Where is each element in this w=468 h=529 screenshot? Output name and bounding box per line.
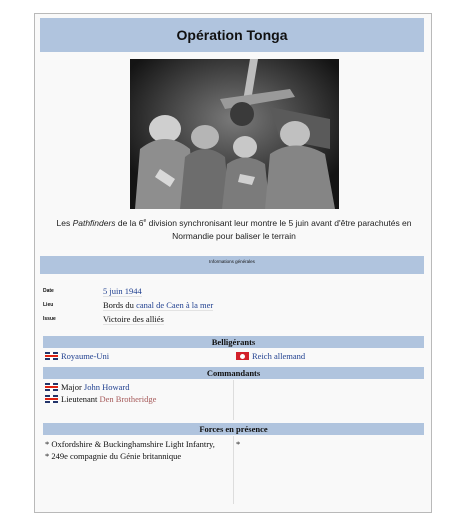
commander-rank: Major [61,382,82,392]
caption-italic: Pathfinders [72,217,116,228]
photo-caption [43,215,425,243]
commander-item [45,393,156,405]
column-divider [233,436,234,504]
royaume-uni-link[interactable]: Royaume-Uni [61,351,110,361]
info-key: Lieu [43,302,54,308]
info-row-issue [43,312,253,326]
belligerents-header-bar [43,336,424,348]
info-value-text: Bords du [103,299,137,310]
belligerent-right [236,349,305,363]
forces-right: * [236,439,241,449]
german-flag-icon [236,352,249,360]
info-row-lieu [43,298,253,312]
info-value [103,300,213,311]
info-value: Victoire des alliés [103,313,164,324]
forces-item: * 249e compagnie du Génie britannique [45,451,182,461]
caption-text: de la 6 [115,217,144,228]
forces-header-bar [43,423,424,435]
infobox-title-bar [40,18,424,52]
commanders-header-bar [43,367,424,379]
belligerent-left [45,349,109,363]
john-howard-link[interactable]: John Howard [83,382,130,392]
commanders-header: Commandants [206,368,261,378]
info-header-bar [40,256,424,274]
operation-photo[interactable] [130,59,339,209]
forces-item: * Oxfordshire & Buckinghamshire Light Infantry, [45,439,215,449]
reich-allemand-link[interactable]: Reich allemand [252,351,306,361]
forces-header: Forces en présence [199,424,268,434]
belligerents-header: Belligérants [211,337,256,347]
date-link[interactable]: 5 juin 1944 [103,285,142,296]
column-divider [233,380,234,420]
info-header: Informations générales [209,259,255,264]
den-brotheridge-link[interactable]: Den Brotheridge [99,394,157,404]
caption-sup: e [143,218,147,224]
commander-item [45,381,129,393]
caption-text: Les [56,217,73,228]
info-key: Date [43,288,54,294]
forces-left [45,438,225,462]
info-key: Issue [43,316,56,322]
uk-flag-icon [45,352,58,360]
info-row-date [43,284,253,298]
uk-flag-icon [45,383,58,391]
photo-image [130,59,339,209]
canal-link[interactable]: canal de Caen à la mer [136,299,214,310]
infobox [34,13,432,513]
commander-rank: Lieutenant [61,394,98,404]
uk-flag-icon [45,395,58,403]
page-title: Opération Tonga [176,27,288,43]
caption-text: division synchronisant leur montre le 5 juin avant d'être parachutés en Normandie pour baliser le terrain [146,217,412,241]
